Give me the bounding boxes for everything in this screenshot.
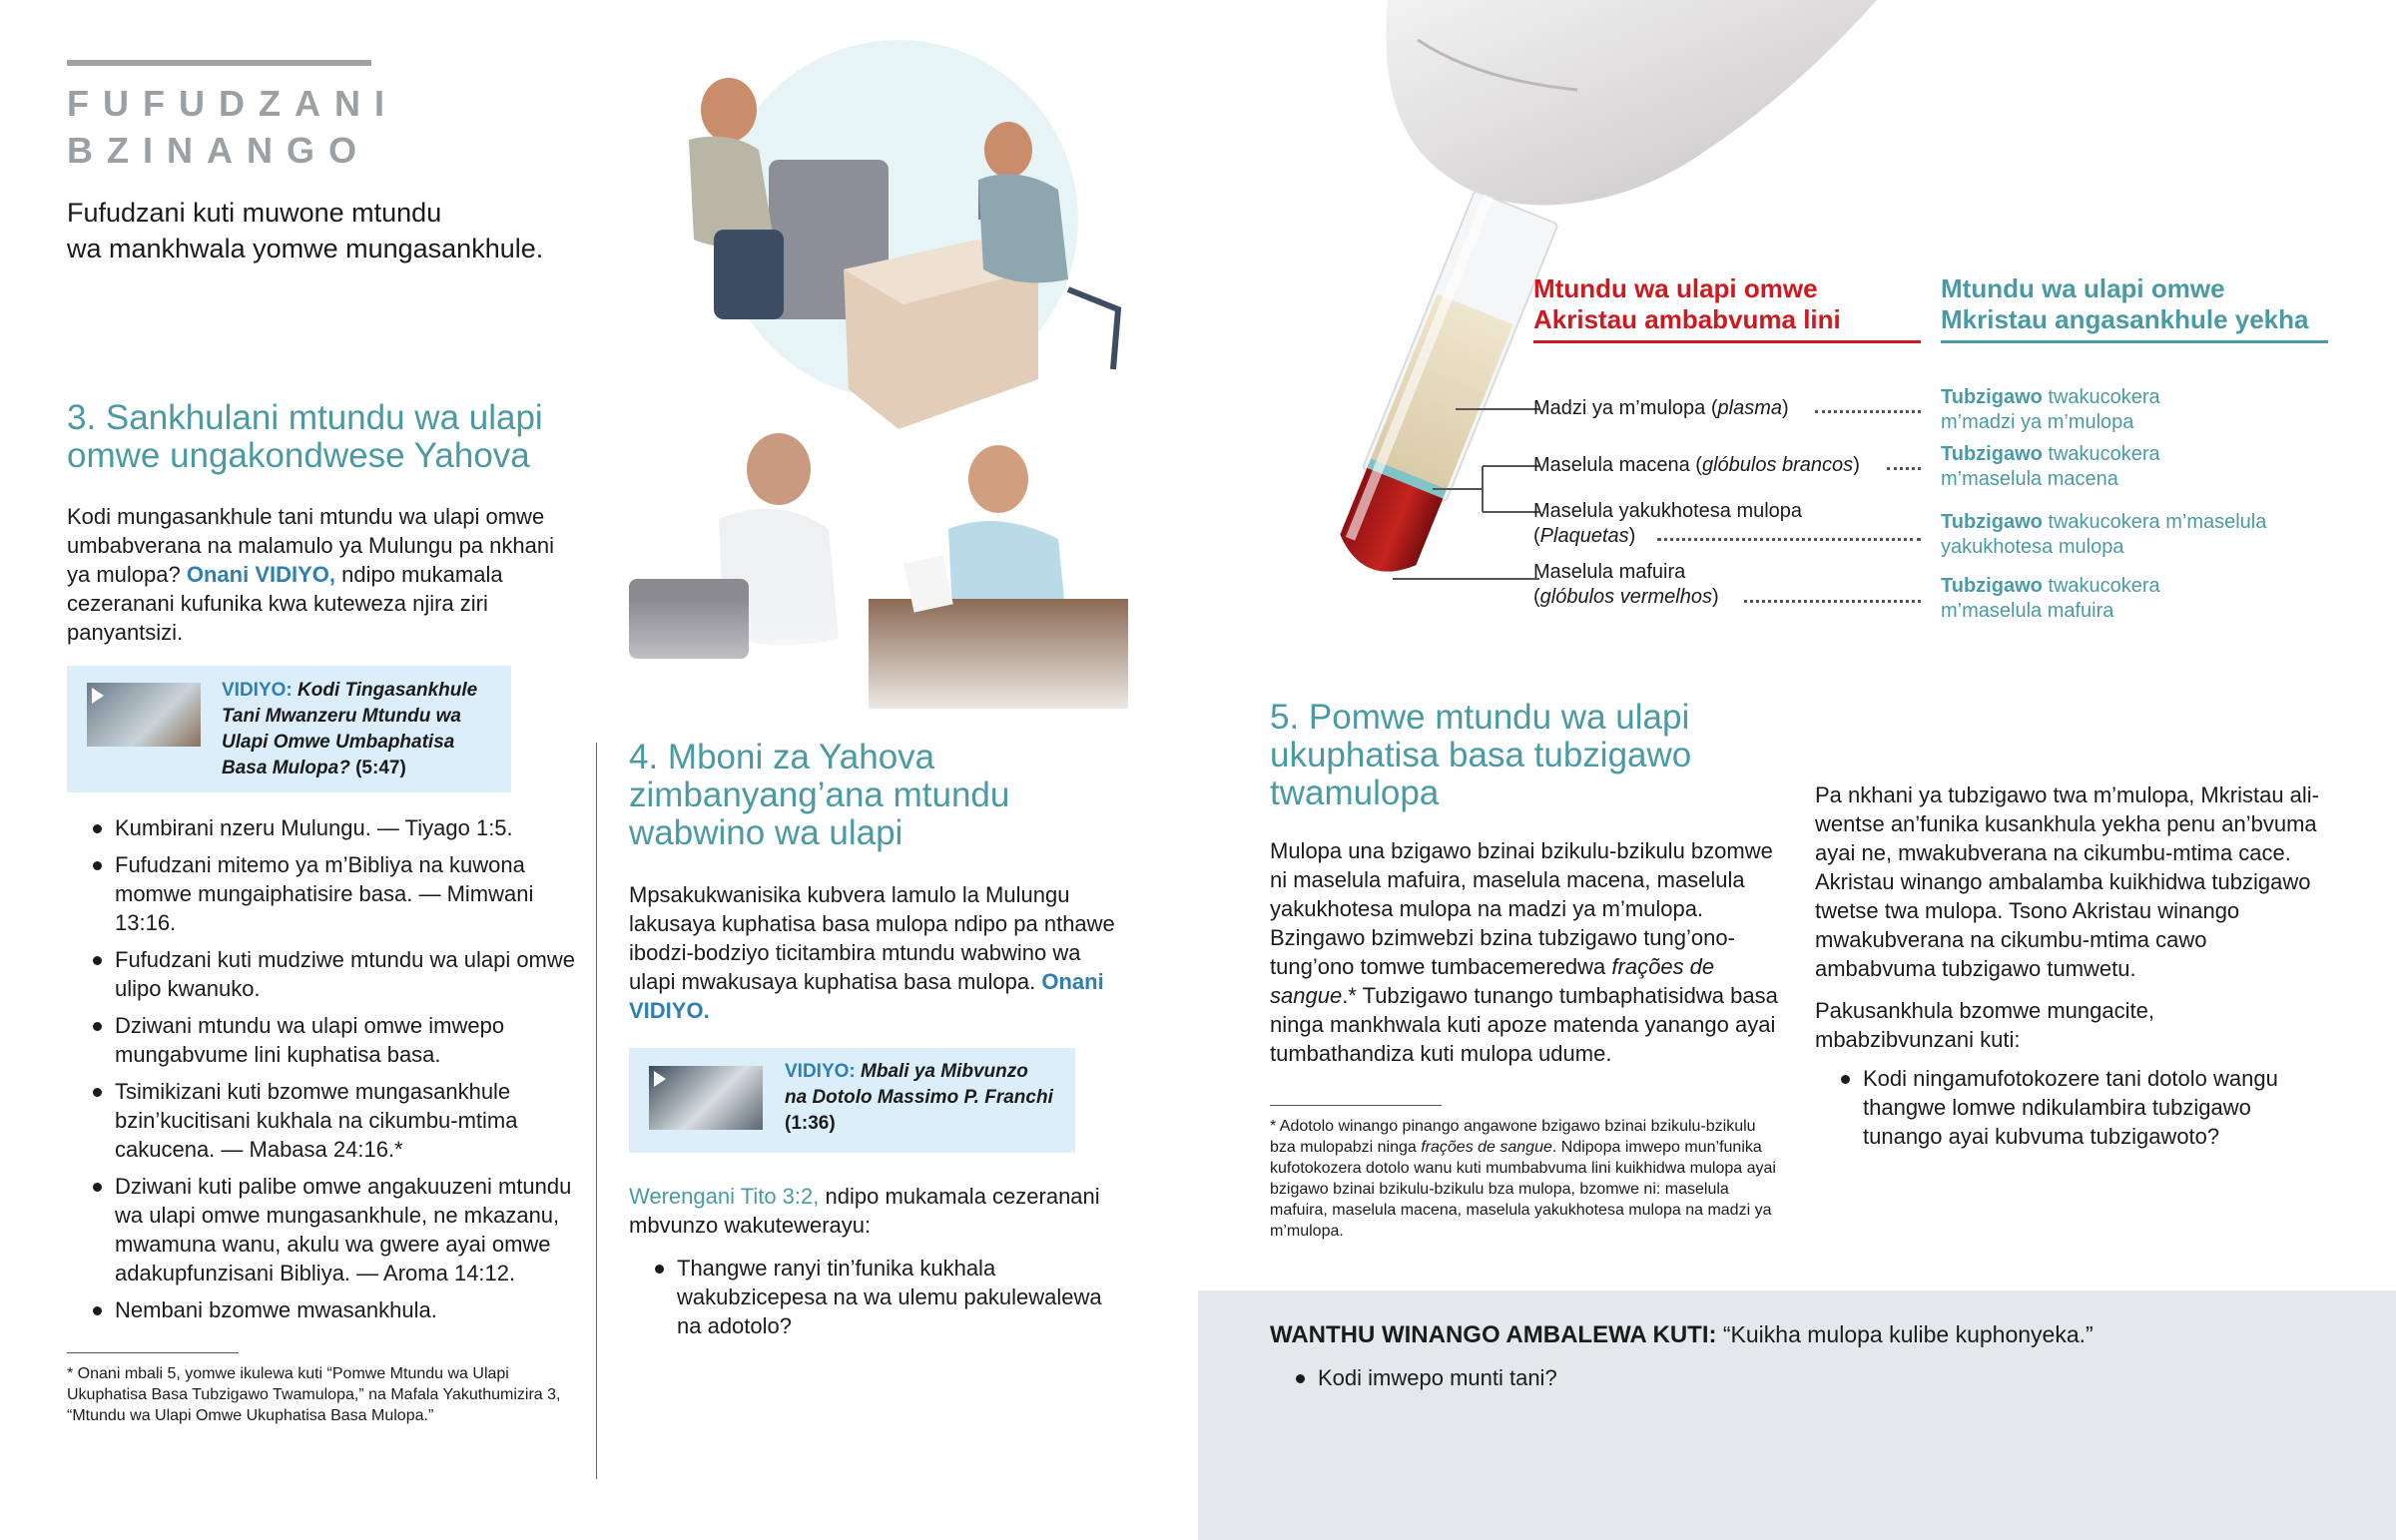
bullet-icon	[93, 861, 102, 870]
watch-video-link[interactable]: Onani VIDIYO.	[629, 969, 1104, 1023]
bullet-icon	[93, 1183, 102, 1192]
bullet-icon	[93, 1306, 102, 1315]
section3-paragraph: Kodi mungasankhule tani mtundu wa ulapi omwe umbabverana na malamulo ya Mulungu pa nkhani ya mulopa? Onani VIDIYO, ndipo mukamala cezeranani kufunika kwa kuteweza njira ziri panyantsizi.	[67, 504, 554, 645]
section5-paragraph: Mulopa una bzigawo bzinai bzikulu-bzikulu bzomwe ni maselula mafuira, maselula macena, maselula yakukhotesa mulopa na madzi ya m’mulopa. Bzingawo bzimwebzi bzina tubzigawo tung’ono-tung’ono tomwe tumbacemeredwa frações de sangue.* Tubzigawo tunango tumbaphatisidwa basa ninga mankhwala kuti apoze matenda yanango ayai tumbathandiza kuti mulopa udume.	[1270, 838, 1778, 1066]
play-icon	[654, 1071, 666, 1087]
section-title: FUFUDZANI BZINANGO	[67, 83, 398, 171]
section5-bullet-list	[1815, 1064, 2324, 1159]
list-item: Tsimikizani kuti bzomwe mungasankhule bzin’kucitisani kukhala na cikumbu-mtima cakucena. — Mabasa 24:16.*	[67, 1077, 576, 1164]
section3-bullet-list	[67, 813, 576, 1332]
video-box-section3[interactable]: VIDIYO: Kodi Tingasankhule Tani Mwanzeru Mtundu wa Ulapi Omwe Umbaphatisa Basa Mulopa? (5:47)	[67, 666, 511, 792]
video-thumbnail[interactable]	[87, 683, 201, 747]
white-cells-fractions: Tubzigawo twakucokera m’maselula macena	[1941, 443, 2160, 490]
video-thumbnail[interactable]	[649, 1066, 763, 1130]
read-scripture-paragraph: Werengani Tito 3:2, ndipo mukamala cezeranani mbvunzo wakutewerayu:	[629, 1184, 1100, 1238]
some-people-say-line: WANTHU WINANGO AMBALEWA KUTI: “Kuikha mulopa kulibe kuphonyeka.”	[1270, 1321, 2094, 1348]
bottom-box-bullet-list	[1270, 1363, 1869, 1400]
leader-dots	[1744, 600, 1921, 603]
leader-dots	[1887, 467, 1921, 470]
leader-dots	[1657, 538, 1921, 541]
section4-bullet-list	[629, 1254, 1123, 1348]
bullet-icon	[93, 824, 102, 833]
footnote-rule	[67, 1352, 239, 1353]
plasma-label: Madzi ya m’mulopa (plasma)	[1533, 397, 1789, 419]
red-cells-fractions: Tubzigawo twakucokera m’maselula mafuira	[1941, 575, 2160, 622]
section3-footnote: * Onani mbali 5, yomwe ikulewa kuti “Pomwe Mtundu wa Ulapi Ukuphatisa Basa Tubzigawo Twamulopa,” na Mafala Yakuthumizira 3, “Mtundu wa Ulapi Omwe Ukuphatisa Basa Mulopa.”	[67, 1365, 561, 1424]
list-item: Nembani bzomwe mwasankhula.	[67, 1295, 576, 1324]
scripture-link[interactable]: Werengani Tito 3:2,	[629, 1184, 820, 1209]
consultation-illustration	[599, 40, 1158, 729]
section3-heading: 3. Sankhulani mtundu wa ulapi omwe ungakondwese Yahova	[67, 398, 543, 475]
choice-column-rule	[1941, 340, 2328, 343]
choice-column-heading: Mtundu wa ulapi omwe Mkristau angasankhule yekha	[1941, 273, 2309, 334]
section5-heading: 5. Pomwe mtundu wa ulapi ukuphatisa basa tubzigawo twamulopa	[1270, 698, 1692, 812]
plasma-fractions: Tubzigawo twakucokera m’madzi ya m’mulopa	[1941, 386, 2160, 433]
video-box-section4[interactable]: VIDIYO: Mbali ya Mibvunzo na Dotolo Massimo P. Franchi (1:36)	[629, 1048, 1075, 1153]
list-item: Dziwani mtundu wa ulapi omwe imwepo mungabvume lini kuphatisa basa.	[67, 1011, 576, 1069]
column-divider	[596, 743, 597, 1479]
intro-text: Fufudzani kuti muwone mtundu wa mankhwala yomwe mungasankhule.	[67, 198, 544, 263]
list-item: Fufudzani kuti mudziwe mtundu wa ulapi omwe ulipo kwanuko.	[67, 945, 576, 1003]
list-item: Thangwe ranyi tin’funika kukhala wakubzicepesa na wa ulemu pakulewalewa na adotolo?	[629, 1254, 1123, 1340]
platelets-fractions: Tubzigawo twakucokera m’maselula yakukhotesa mulopa	[1941, 511, 2267, 558]
header-rule	[67, 60, 371, 66]
list-item: Kodi imwepo munti tani?	[1270, 1363, 1869, 1392]
bullet-icon	[655, 1265, 664, 1274]
list-item: Dziwani kuti palibe omwe angakuuzeni mtundu wa ulapi omwe mungasankhule, ne mkazanu, mwamuna wanu, akulu wa gwere ayai omwe adakupfunzisani Bibliya. — Aroma 14:12.	[67, 1172, 576, 1287]
section5-footnote: * Adotolo winango pinango angawone bzigawo bzinai bzikulu-bzikulu bza mulopabzi ninga frações de sangue. Ndipopa imwepo mun’funika kufotokozera dotolo wanu kuti mumbabvuma lini kuikhidwa mulopa ayai bzigawo bzinai bzikulu-bzikulu bza mulopa, bzomwe ni: maselula mafuira, maselula macena, maselula yakukhotesa mulopa na madzi ya m’mulopa.	[1270, 1118, 1776, 1240]
section4-heading: 4. Mboni za Yahova zimbanyang’ana mtundu wabwino wa ulapi	[629, 738, 1010, 852]
bullet-icon	[93, 1022, 102, 1031]
bullet-icon	[1841, 1075, 1850, 1084]
section5-right-paragraph: Pa nkhani ya tubzigawo twa m’mulopa, Mkristau ali-wentse an’funika kusankhula yekha penu an’bvuma ayai ne, mwakubverana na cikumbu-mtima cace. Akristau winango ambalamba kuikhidwa tubzigawo twetse twa mulopa. Tsono Akristau winango mwakubverana na cikumbu-mtima cawo ambabvuma tubzigawo tumwetu.	[1815, 782, 2320, 981]
list-item: Fufudzani mitemo ya m’Bibliya na kuwona momwe mungaiphatisire basa. — Mimwani 13:16.	[67, 850, 576, 937]
play-icon	[92, 688, 104, 704]
bullet-icon	[93, 1088, 102, 1097]
red-cells-label: Maselula mafuira (glóbulos vermelhos)	[1533, 561, 1719, 608]
bullet-icon	[93, 956, 102, 965]
list-item: Kumbirani nzeru Mulungu. — Tiyago 1:5.	[67, 813, 576, 842]
section5-ask-paragraph: Pakusankhula bzomwe mungacite, mbabzibvunzani kuti:	[1815, 998, 2154, 1052]
platelets-label: Maselula yakukhotesa mulopa (Plaquetas)	[1533, 500, 1803, 547]
forbidden-column-rule	[1533, 340, 1921, 343]
footnote-rule	[1270, 1105, 1442, 1106]
list-item: Kodi ningamufotokozere tani dotolo wangu thangwe lomwe ndikulambira tubzigawo tunango ayai kubvuma tubzigawoto?	[1815, 1064, 2324, 1151]
white-cells-label: Maselula macena (glóbulos brancos)	[1533, 454, 1860, 476]
leader-dots	[1815, 410, 1921, 413]
section4-paragraph: Mpsakukwanisika kubvera lamulo la Mulungu lakusaya kuphatisa basa mulopa ndipo pa nthawe ibodzi-bodziyo ticitambira mtundu wabwino wa ulapi mwakusaya kuphatisa basa mulopa. Onani VIDIYO.	[629, 882, 1115, 1023]
bullet-icon	[1296, 1374, 1305, 1383]
watch-video-link[interactable]: Onani VIDIYO,	[186, 562, 336, 587]
forbidden-column-heading: Mtundu wa ulapi omwe Akristau ambabvuma lini	[1533, 273, 1841, 334]
